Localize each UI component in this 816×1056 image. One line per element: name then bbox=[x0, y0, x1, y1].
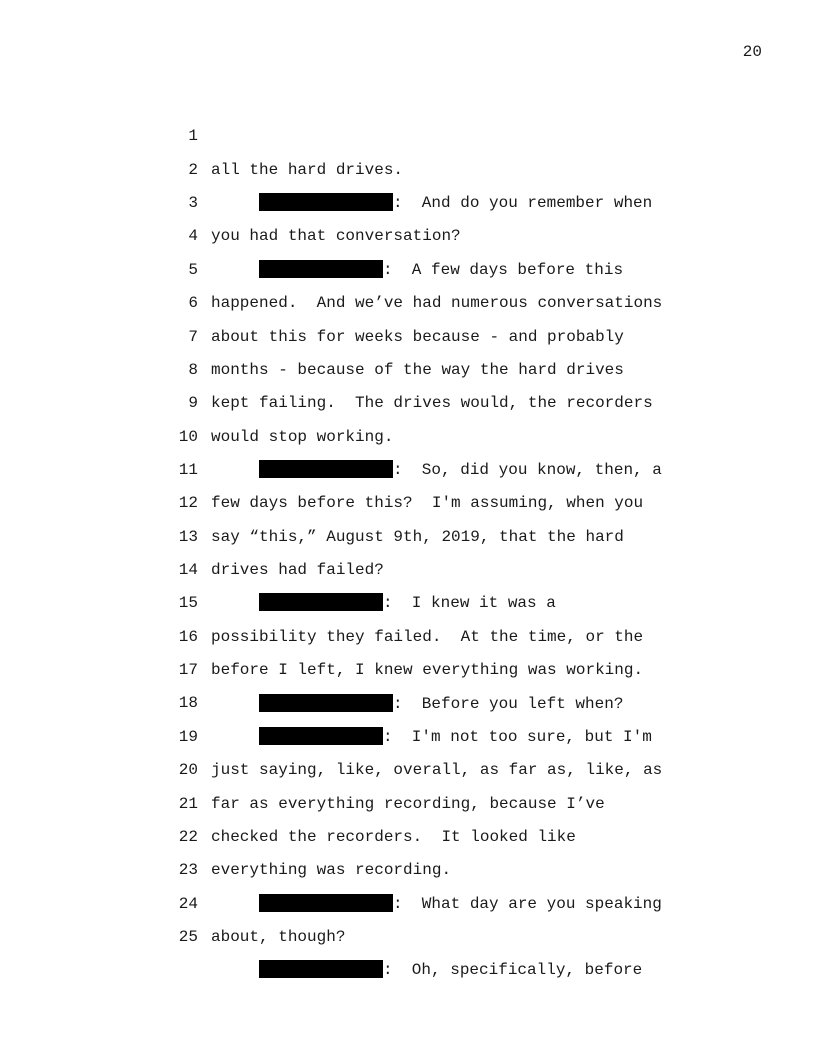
line-number: 4 bbox=[188, 227, 198, 246]
line-text: possibility they failed. At the time, or the bbox=[211, 627, 644, 646]
line-number: 10 bbox=[178, 427, 198, 446]
page-number: 20 bbox=[742, 43, 762, 61]
line-text: before I left, I knew everything was working. bbox=[211, 661, 644, 680]
line-text: months - because of the way the hard drives bbox=[211, 360, 624, 379]
line-number: 14 bbox=[178, 561, 198, 580]
line-text: few days before this? I'm assuming, when you bbox=[211, 494, 644, 513]
speaker-text: : What day are you speaking bbox=[393, 894, 662, 913]
transcript-line bbox=[0, 87, 816, 179]
line-number: 17 bbox=[178, 661, 198, 680]
line-number: 1 bbox=[188, 127, 198, 146]
line-number: 13 bbox=[178, 527, 198, 546]
line-number: 25 bbox=[178, 928, 198, 946]
speaker-text: : So, did you know, then, a bbox=[393, 460, 662, 479]
speaker-text: : Before you left when? bbox=[393, 694, 624, 713]
speaker-text: : A few days before this bbox=[383, 260, 624, 279]
speaker-text: : I'm not too sure, but I'm bbox=[383, 727, 652, 746]
line-number: 2 bbox=[188, 160, 198, 179]
line-number: 6 bbox=[188, 294, 198, 313]
line-number: 23 bbox=[178, 861, 198, 880]
line-number: 9 bbox=[188, 394, 198, 413]
line-number: 3 bbox=[188, 194, 198, 213]
line-text: happened. And we’ve had numerous conversations bbox=[211, 294, 663, 313]
line-text: far as everything recording, because I’ve bbox=[211, 794, 605, 813]
line-number: 21 bbox=[178, 794, 198, 813]
speaker-turn bbox=[259, 954, 642, 987]
line-number: 8 bbox=[188, 360, 198, 379]
line-number: 24 bbox=[178, 894, 198, 913]
line-number: 12 bbox=[178, 494, 198, 513]
speaker-text: : I knew it was a bbox=[383, 594, 556, 613]
line-number: 20 bbox=[178, 761, 198, 780]
line-number: 15 bbox=[178, 594, 198, 613]
line-text: you had that conversation? bbox=[211, 227, 461, 246]
line-number: 19 bbox=[178, 727, 198, 746]
line-number: 5 bbox=[188, 260, 198, 279]
line-text: everything was recording. bbox=[211, 861, 452, 880]
speaker-text: : And do you remember when bbox=[393, 194, 653, 213]
line-number: 7 bbox=[188, 327, 198, 346]
line-text: drives had failed? bbox=[211, 561, 384, 580]
line-number: 16 bbox=[178, 627, 198, 646]
line-text: would stop working. bbox=[211, 427, 394, 446]
line-text: all the hard drives. bbox=[211, 160, 404, 179]
speaker-text: : Oh, specifically, before bbox=[383, 961, 643, 980]
line-text: checked the recorders. It looked like bbox=[211, 827, 576, 846]
line-number: 11 bbox=[178, 460, 198, 479]
line-text: say “this,” August 9th, 2019, that the hard bbox=[211, 527, 624, 546]
line-text: about, though? bbox=[211, 928, 346, 947]
line-text: just saying, like, overall, as far as, like, as bbox=[211, 761, 663, 780]
line-text: about this for weeks because - and probably bbox=[211, 327, 624, 346]
line-number: 22 bbox=[178, 827, 198, 846]
redaction-bar bbox=[259, 960, 383, 978]
line-number: 18 bbox=[178, 694, 198, 713]
line-text: kept failing. The drives would, the recorders bbox=[211, 394, 653, 413]
transcript-body bbox=[0, 87, 816, 980]
